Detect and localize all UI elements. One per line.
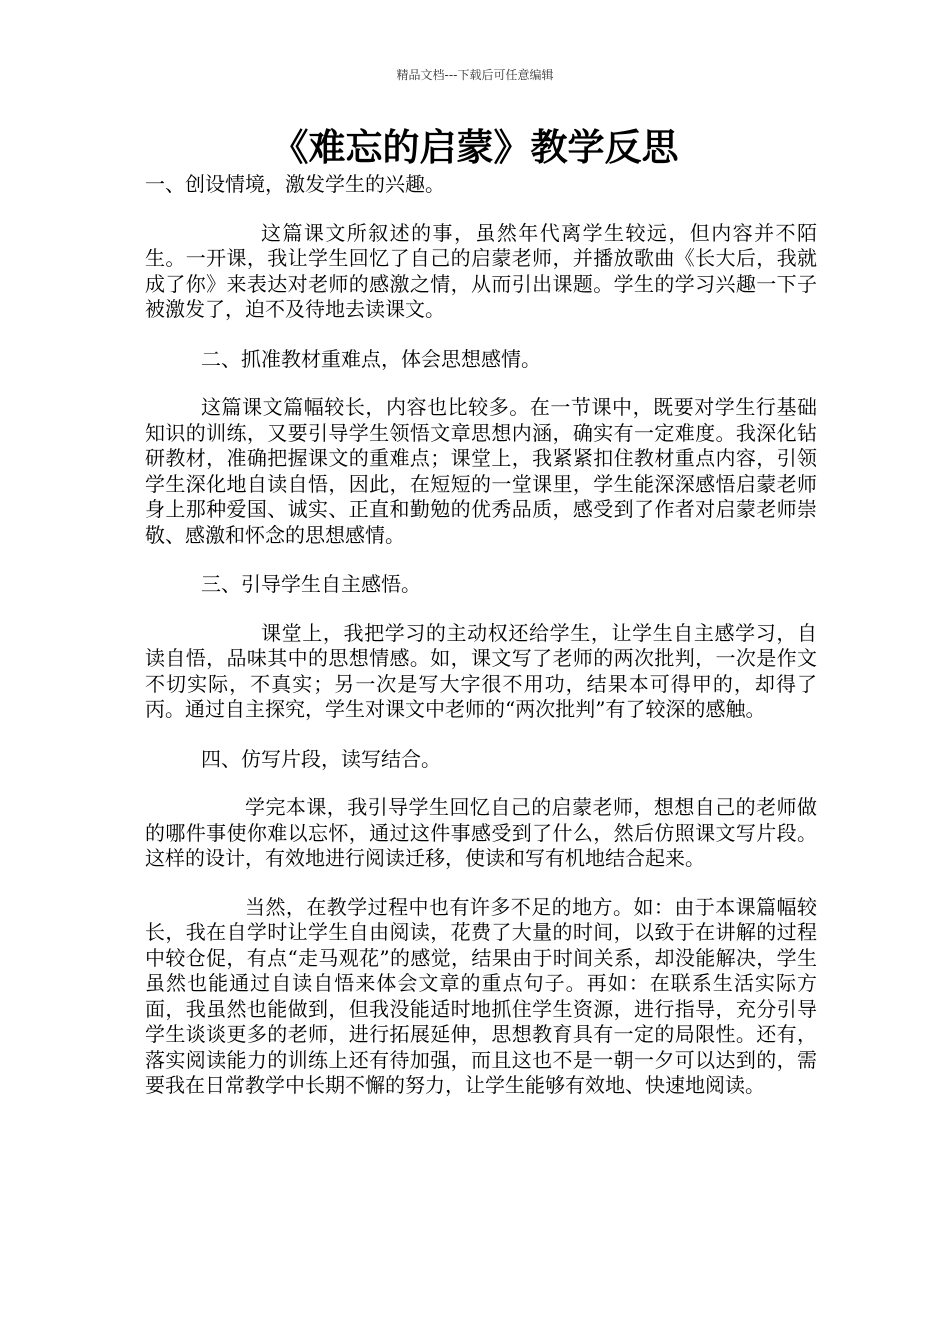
- section-heading-2: 二、抓准教材重难点，体会思想感情。: [201, 346, 541, 371]
- closing-paragraph: 当然，在教学过程中也有许多不足的地方。如：由于本课篇幅较长，我在自学时让学生自由阅读，花费了大量的时间，以致于在讲解的过程中较仓促，有点“走马观花”的感觉，结果由于时间关系，却没能解决，学生虽然也能通过自读自悟来体会文章的重点句子。再如：在联系生活实际方面，我虽然也能做到，但我没能适时地抓住学生资源，进行指导，充分引导学生谈谈更多的老师，进行拓展延伸，思想教育具有一定的局限性。还有，落实阅读能力的训练上还有待加强，而且这也不是一朝一夕可以达到的，需要我在日常教学中长期不懈的努力，让学生能够有效地、快速地阅读。: [145, 894, 817, 1097]
- document-title: 《难忘的启蒙》教学反思: [271, 126, 679, 169]
- header-note: 精品文档---下载后可任意编辑: [396, 68, 554, 82]
- document-body: [145, 172, 817, 1099]
- section-heading-1: 一、创设情境，激发学生的兴趣。: [145, 172, 445, 196]
- section-heading-3: 三、引导学生自主感悟。: [201, 572, 421, 596]
- section-paragraph-2: 这篇课文篇幅较长，内容也比较多。在一节课中，既要对学生行基础知识的训练，又要引导学生领悟文章思想内涵，确实有一定难度。我深化钻研教材，准确把握课文的重难点；课堂上，我紧紧扣住教材重点内容，引领学生深化地自读自悟，因此，在短短的一堂课里，学生能深深感悟启蒙老师身上那种爱国、诚实、正直和勤勉的优秀品质，感受到了作者对启蒙老师崇敬、感激和怀念的思想感情。: [145, 395, 817, 547]
- section-paragraph-1: 这篇课文所叙述的事，虽然年代离学生较远，但内容并不陌生。一开课，我让学生回忆了自己的启蒙老师，并播放歌曲《长大后，我就成了你》来表达对老师的感激之情，从而引出课题。学生的学习兴趣一下子被激发了，迫不及待地去读课文。: [145, 220, 817, 321]
- section-paragraph-3: 课堂上，我把学习的主动权还给学生，让学生自主感学习，自读自悟，品味其中的思想情感。如，课文写了老师的两次批判，一次是作文不切实际，不真实；另一次是写大字很不用功，结果本可得甲的，却得了丙。通过自主探究，学生对课文中老师的“两次批判”有了较深的感触。: [145, 620, 817, 721]
- section-heading-4: 四、仿写片段，读写结合。: [201, 746, 441, 771]
- section-paragraph-4: 学完本课，我引导学生回忆自己的启蒙老师，想想自己的老师做的哪件事使你难以忘怀，通过这件事感受到了什么，然后仿照课文写片段。这样的设计，有效地进行阅读迁移，使读和写有机地结合起来。: [145, 795, 817, 870]
